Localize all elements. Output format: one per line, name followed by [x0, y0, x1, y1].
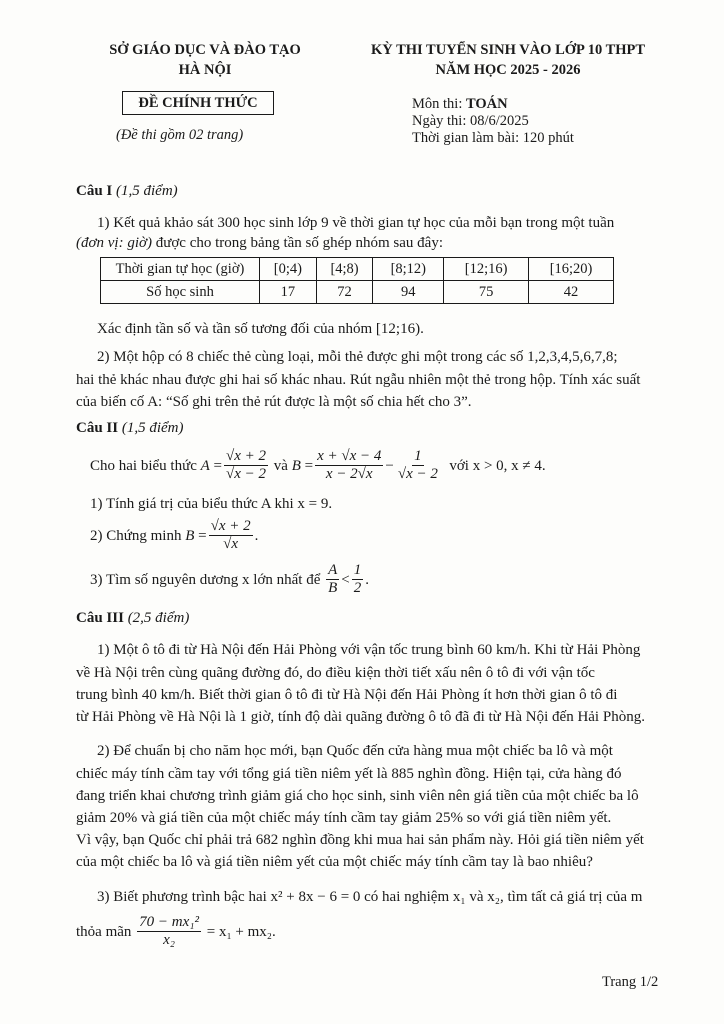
- q3-part2-line2: chiếc máy tính cầm tay với tổng giá tiền niêm yết là 885 nghìn đồng. Hiện tại, cửa hàng đó: [76, 766, 622, 782]
- official-stamp: ĐỀ CHÍNH THỨC: [122, 91, 274, 115]
- q2-part2: 2) Chứng minh B = $\frac{√x + 2}{√x}$ .: [90, 518, 259, 552]
- q1-part1-line1: 1) Kết quả khảo sát 300 học sinh lớp 9 về thời gian tự học của mỗi bạn trong một tuần: [97, 215, 615, 231]
- proof-fraction: $\frac{√x + 2}{√x}$: [210, 518, 251, 552]
- q3-part2-line3: đang triển khai chương trình giảm giá cho học sinh, sinh viên nên giá tiền của một chiếc ba lô: [76, 788, 639, 804]
- table-count-cell: 94: [373, 281, 444, 304]
- q2-expressions: Cho hai biểu thức A = $\frac{√x + 2}{√x - 2}$ và B = $\frac{x + √x - 4}{x - 2√x}$ − $\frac{1}{√x - 2}$ với x > 0, x ≠ 4.: [90, 448, 546, 482]
- q3-part1-line4: từ Hải Phòng về Hà Nội là 1 giờ, tính độ dài quãng đường ô tô đã đi từ Hà Nội đến Hải Phòng.: [76, 709, 645, 725]
- table-group-cell: [16;20): [529, 258, 614, 281]
- table-group-cell: [12;16): [444, 258, 529, 281]
- q3-part2-line4: giảm 20% và giá tiền của một chiếc máy tính cầm tay giảm 25% so với giá tiền niêm yết.: [76, 810, 612, 826]
- q3-part2-line6: của một chiếc ba lô và giá tiền niêm yết của một chiếc máy tính cầm tay là bao nhiêu?: [76, 854, 593, 870]
- department-name: SỞ GIÁO DỤC VÀ ĐÀO TẠO HÀ NỘI: [109, 42, 301, 78]
- q1-part2-line2: hai thẻ khác nhau được ghi hai số khác nhau. Rút ngẫu nhiên một thẻ trong hộp. Tính xác suất: [76, 372, 641, 388]
- q1-part2-line3: của biến cố A: “Số ghi trên thẻ rút được là một số chia hết cho 3”.: [76, 394, 472, 410]
- q1-part1-task: Xác định tần số và tần số tương đối của nhóm [12;16).: [97, 321, 424, 337]
- page-count-note: (Đề thi gồm 02 trang): [116, 127, 244, 143]
- q1-part1-line2: (đơn vị: giờ) được cho trong bảng tần số ghép nhóm sau đây:: [76, 235, 444, 251]
- q1-part2-line1: 2) Một hộp có 8 chiếc thẻ cùng loại, mỗi thẻ được ghi một trong các số 1,2,3,4,5,6,7,8;: [97, 349, 618, 365]
- condition-fraction: $\frac{\text{70 − mx₁²}}{\text{x₂}}$: [139, 914, 199, 948]
- expr-B-fraction-1: $\frac{x + √x - 4}{x - 2√x}$: [317, 448, 382, 482]
- q3-part3-line1: 3) Biết phương trình bậc hai x² + 8x − 6 = 0 có hai nghiệm x₁ và x₂, tìm tất cả giá trị của m: [97, 889, 643, 905]
- q3-part2-line5: Vì vậy, bạn Quốc chỉ phải trả 682 nghìn đồng khi mua hai sản phẩm này. Hỏi giá tiền niêm yết: [76, 832, 644, 848]
- question-3-heading: Câu III (2,5 điểm): [76, 610, 190, 626]
- exam-title: KỲ THI TUYỂN SINH VÀO LỚP 10 THPT NĂM HỌC 2025 - 2026: [370, 42, 646, 78]
- q3-part1-line1: 1) Một ô tô đi từ Hà Nội đến Hải Phòng với vận tốc trung bình 60 km/h. Khi từ Hải Phòng: [97, 642, 641, 658]
- table-row: [101, 281, 614, 304]
- table-count-cell: 17: [260, 281, 317, 304]
- question-1-heading: Câu I (1,5 điểm): [76, 183, 178, 199]
- half-fraction: $\frac{1}{2}$: [353, 562, 362, 596]
- question-2-heading: Câu II (1,5 điểm): [76, 420, 184, 436]
- q3-part3-condition: thỏa mãn $\frac{\text{70 − mx₁²}}{\text{x₂}}$ = x₁ + mx₂.: [76, 914, 276, 948]
- table-row-label: Số học sinh: [101, 281, 260, 304]
- table-count-cell: 75: [444, 281, 529, 304]
- frequency-table: [100, 257, 614, 304]
- page-number: Trang 1/2: [602, 974, 659, 990]
- q3-part1-line3: trung bình 40 km/h. Biết thời gian ô tô đi từ Hà Nội đến Hải Phòng ít hơn thời gian ô tô đi: [76, 687, 618, 703]
- table-group-cell: [8;12): [373, 258, 444, 281]
- q2-part3: 3) Tìm số nguyên dương x lớn nhất để $\frac{A}{B}$ < $\frac{1}{2}$ .: [90, 562, 370, 596]
- q3-part1-line2: về Hà Nội trên cùng quãng đường đó, do điều kiện thời tiết xấu nên ô tô đi với vận tốc: [76, 665, 595, 681]
- table-group-cell: [4;8): [316, 258, 373, 281]
- ratio-fraction: $\frac{A}{B}$: [328, 562, 338, 596]
- expr-B-fraction-2: $\frac{1}{√x - 2}$: [397, 448, 438, 482]
- q3-part2-line1: 2) Để chuẩn bị cho năm học mới, bạn Quốc đến cửa hàng mua một chiếc ba lô và một: [97, 743, 613, 759]
- expr-A-fraction: $\frac{√x + 2}{√x - 2}$: [226, 448, 267, 482]
- q2-part1: 1) Tính giá trị của biểu thức A khi x = 9.: [90, 496, 333, 512]
- table-header-label: Thời gian tự học (giờ): [101, 258, 260, 281]
- table-count-cell: 42: [529, 281, 614, 304]
- table-count-cell: 72: [316, 281, 373, 304]
- table-row: [101, 258, 614, 281]
- exam-info: Môn thi: TOÁN Ngày thi: 08/6/2025 Thời gian làm bài: 120 phút: [412, 96, 574, 146]
- table-group-cell: [0;4): [260, 258, 317, 281]
